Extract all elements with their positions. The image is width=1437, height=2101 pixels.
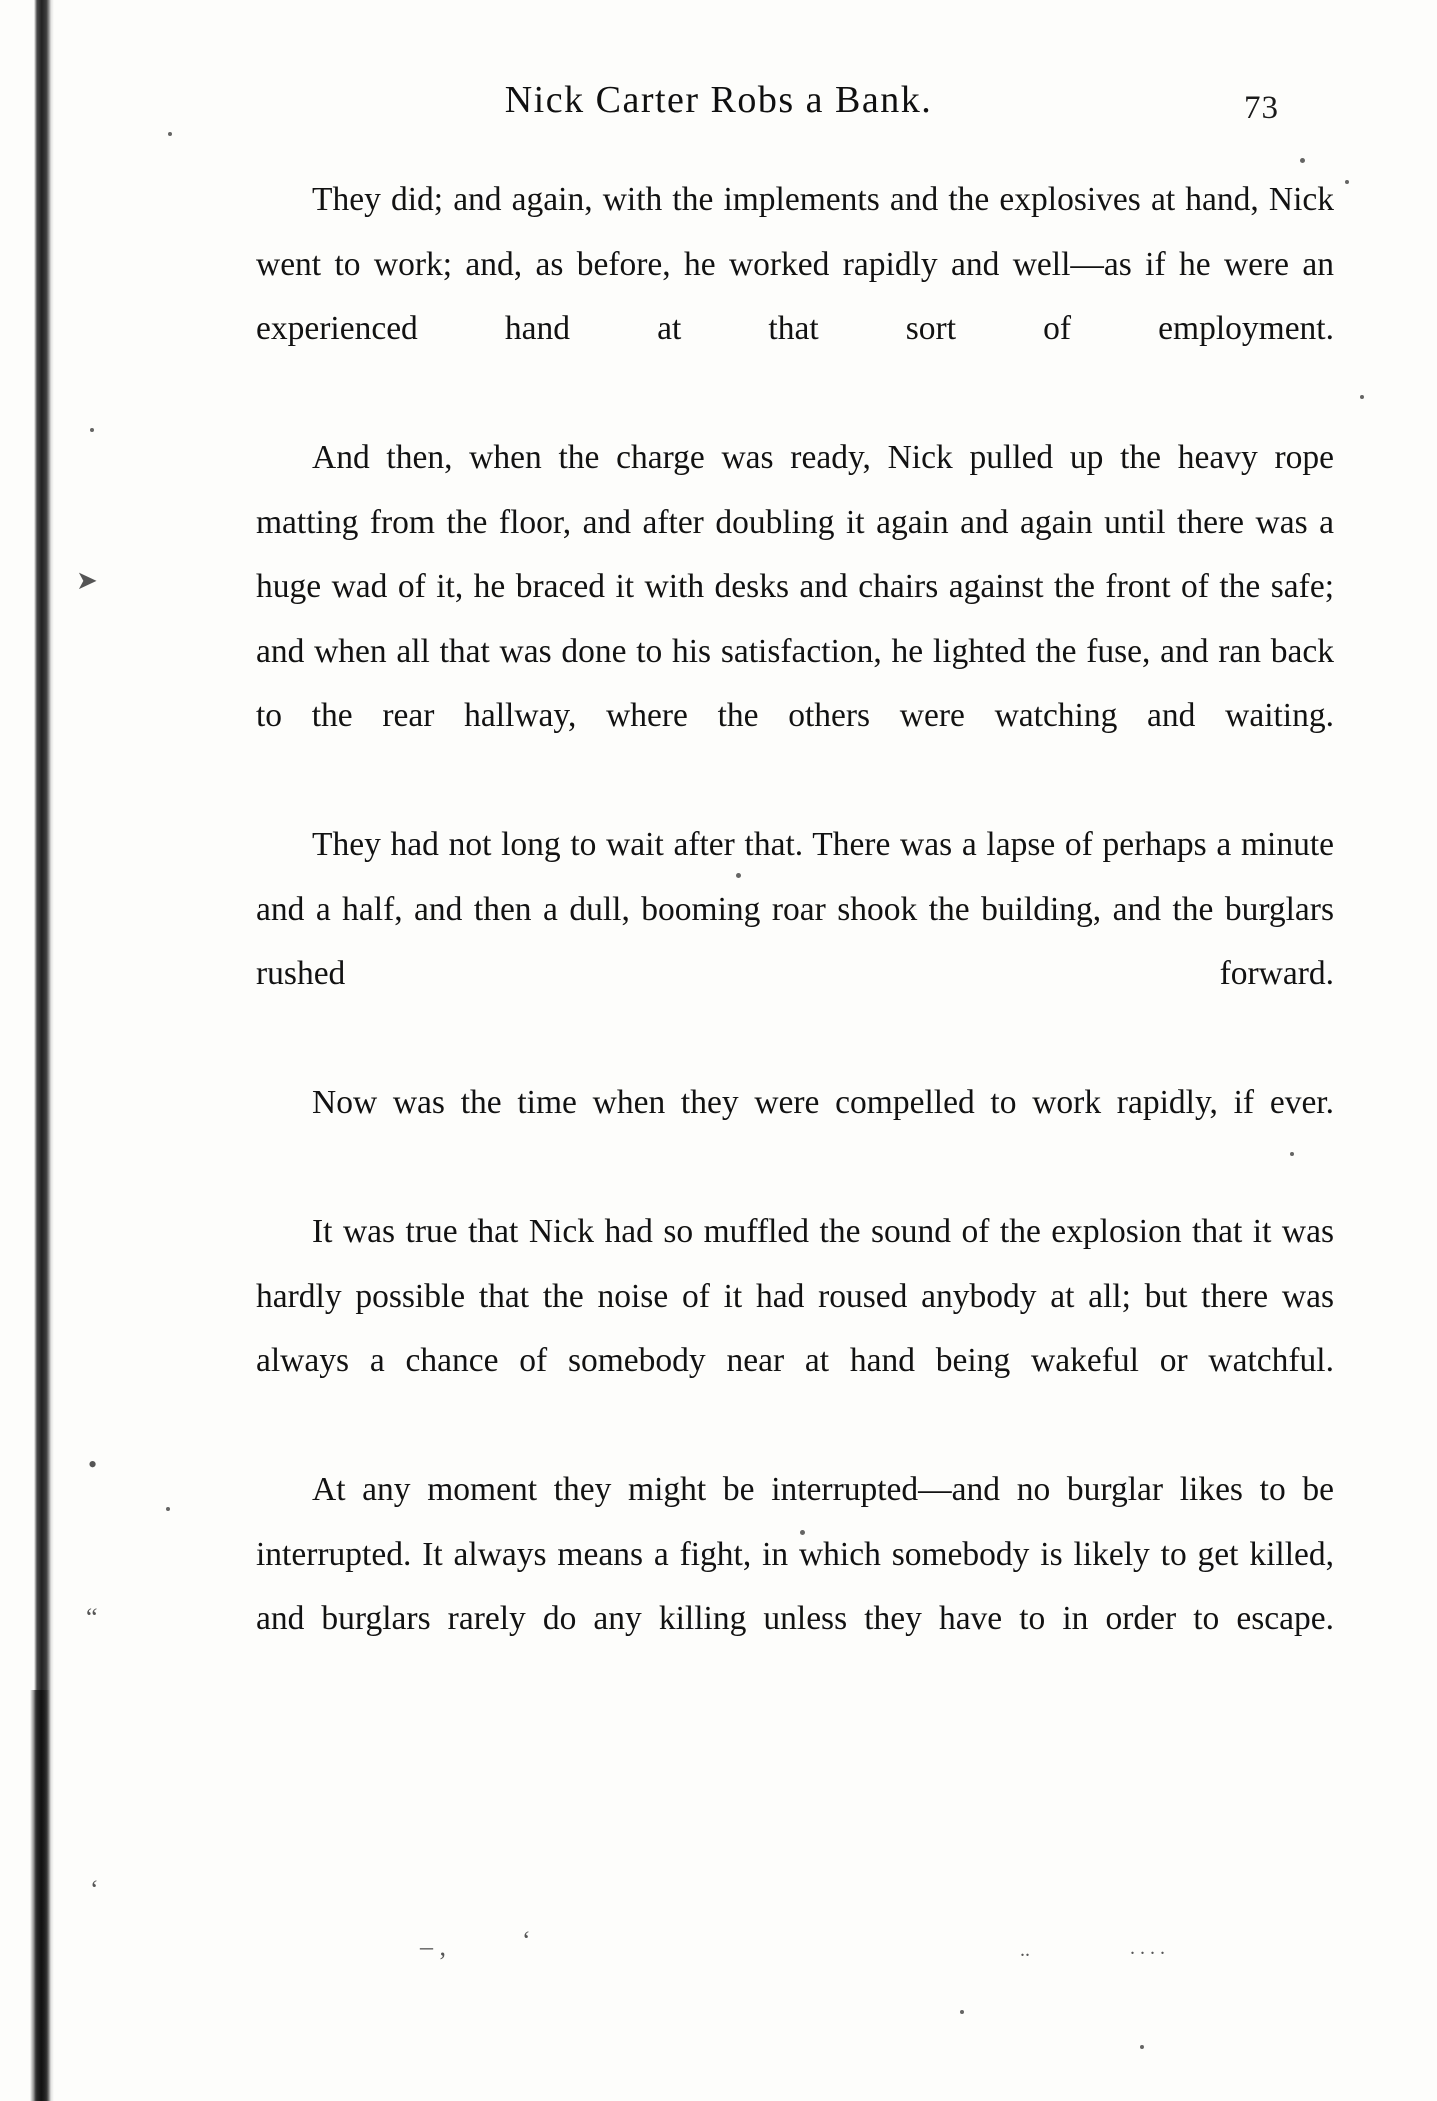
scan-speck: [1360, 395, 1364, 399]
scan-speck: [1300, 158, 1305, 163]
paragraph: At any moment they might be interrupted—and no burglar likes to be interrupted. It always means a fight, in which somebody is likely to get killed, and burglars rarely do any killing unless they have to in order to escape.: [256, 1471, 1334, 1637]
scan-speck: [168, 132, 172, 136]
paragraph: It was true that Nick had so muffled the sound of the explosion that it was hardly possible that the noise of it had roused anybody at all; but there was always a chance of somebody near at hand being wakeful or watchful.: [256, 1213, 1334, 1379]
running-title: Nick Carter Robs a Bank.: [504, 79, 933, 121]
paragraph: And then, when the charge was ready, Nick pulled up the heavy rope matting from the floor, and after doubling it again and again until there was a huge wad of it, he braced it with desks and chairs against the front of the safe; and when all that was done to his satisfaction, he lighted the fuse, and ran back to the rear hallway, where the others were watching and waiting.: [256, 439, 1334, 734]
page-header: [0, 78, 1437, 138]
bottom-mark: ‘: [522, 1926, 531, 1955]
margin-mark: “: [86, 1603, 98, 1632]
scan-speck: [1345, 180, 1349, 184]
scan-speck: [960, 2010, 964, 2014]
page-number: 73: [1244, 90, 1279, 126]
bottom-mark: – ,: [420, 1932, 446, 1961]
margin-mark: ➤: [76, 566, 98, 595]
scan-speck: [736, 873, 741, 878]
binding-gutter-shadow-lower: [30, 1690, 50, 2101]
body-text-block: [256, 168, 1334, 1716]
scan-speck: [800, 1530, 805, 1535]
scan-speck: [1290, 1152, 1294, 1156]
bottom-mark: ..: [1020, 1939, 1030, 1961]
paragraph: Now was the time when they were compelled to work rapidly, if ever.: [312, 1084, 1334, 1121]
margin-mark: •: [88, 1450, 98, 1479]
scan-speck: [166, 1507, 170, 1511]
scan-speck: [1140, 2045, 1144, 2049]
scan-speck: [90, 428, 94, 432]
paragraph: They had not long to wait after that. There was a lapse of perhaps a minute and a half, and then a dull, booming roar shook the building, and the burglars rushed forward.: [256, 826, 1334, 992]
margin-mark: ‘: [90, 1875, 99, 1904]
paragraph: They did; and again, with the implements and the explosives at hand, Nick went to work; and, as before, he worked rapidly and well—as if he were an experienced hand at that sort of employment.: [256, 181, 1334, 347]
bottom-mark: . . . .: [1130, 1937, 1165, 1959]
